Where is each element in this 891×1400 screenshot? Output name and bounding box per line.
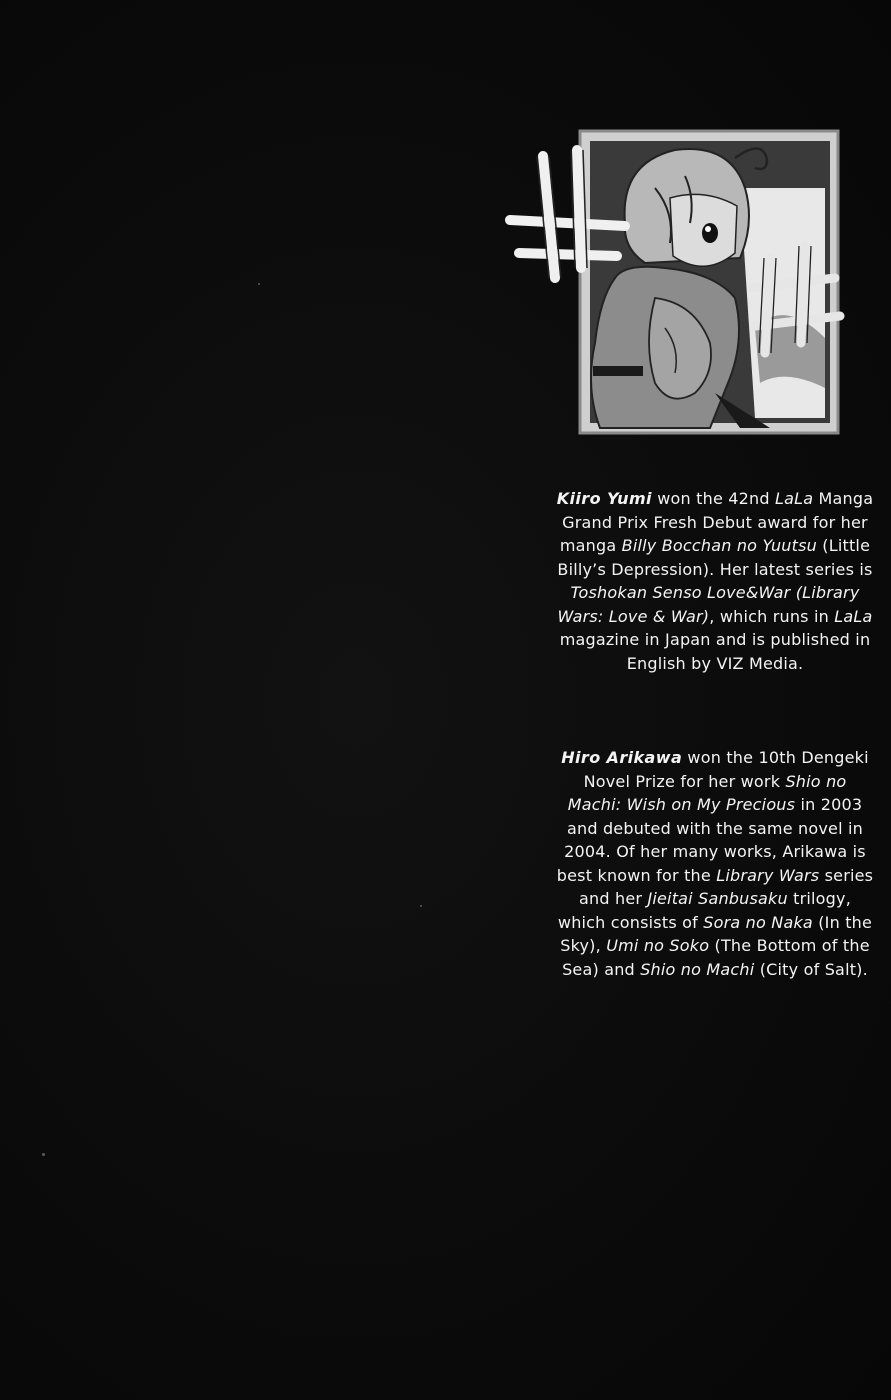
- bio-text: Manga Grand Prix Fresh Debut award for her manga: [559, 489, 874, 555]
- work-title: Shio no Machi: [640, 959, 755, 979]
- bio-text: won the 42nd: [651, 489, 776, 508]
- belt: [593, 366, 643, 376]
- bio-text: won the 10th Dengeki Novel Prize for her work: [583, 748, 869, 791]
- bio-text: (City of Salt).: [754, 959, 868, 979]
- work-title: Shio no Machi: Wish on My Precious: [567, 771, 847, 814]
- author-portrait-illustration: [505, 128, 845, 440]
- bio-text: (In the Sky),: [560, 912, 873, 955]
- bio-text: (The Bottom of the Sea) and: [562, 936, 870, 979]
- bio-text: series and her: [579, 865, 874, 908]
- author-bio-hiro-arikawa: [555, 746, 875, 981]
- work-title: LaLa: [834, 606, 873, 626]
- bio-text: , which runs in: [709, 606, 835, 626]
- work-title: Jieitai Sanbusaku: [647, 889, 788, 908]
- work-title: Umi no Soko: [606, 936, 710, 955]
- dust-speck: [420, 905, 422, 907]
- bio-text: trilogy, which consists of: [557, 889, 851, 932]
- work-title: Toshokan Senso Love&War (Library Wars: Love & War): [557, 583, 860, 626]
- work-title: LaLa: [775, 489, 814, 508]
- bio-text: (Little Billy’s Depression). Her latest series is: [557, 536, 873, 579]
- dust-speck: [258, 283, 260, 285]
- author-bio-kiiro-yumi: [555, 487, 875, 675]
- work-title: Library Wars: [716, 865, 820, 885]
- bio-text: in 2003 and debuted with the same novel in 2004. Of her many works, Arikawa is best known for the: [556, 795, 866, 885]
- author-name: Hiro Arikawa: [561, 748, 683, 767]
- work-title: Billy Bocchan no Yuutsu: [621, 536, 817, 555]
- character-eye: [702, 223, 718, 243]
- window-light: [740, 188, 825, 418]
- work-title: Sora no Naka: [703, 912, 813, 932]
- author-name: Kiiro Yumi: [556, 489, 652, 508]
- eye-highlight: [705, 226, 711, 232]
- dust-speck: [42, 1153, 45, 1156]
- bio-text: magazine in Japan and is published in English by VIZ Media.: [559, 630, 871, 673]
